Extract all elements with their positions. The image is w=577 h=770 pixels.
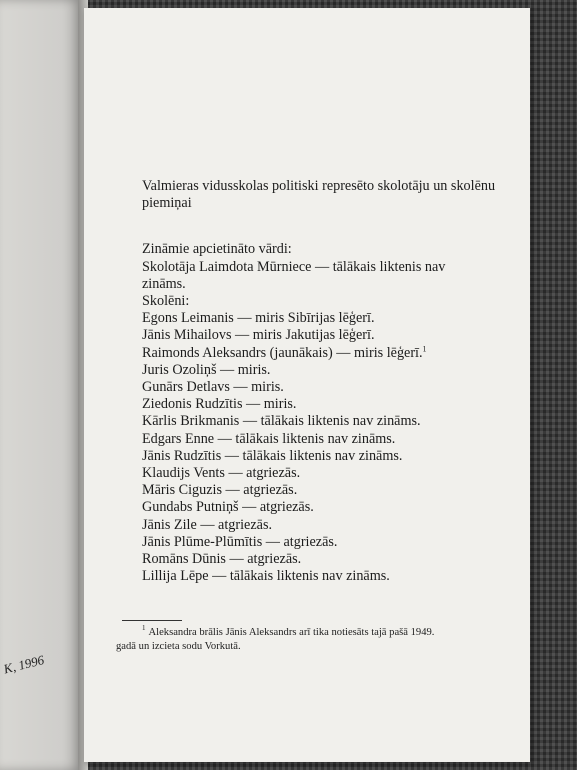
student-entry: Romāns Dūnis — atgriezās. bbox=[142, 551, 302, 568]
left-page-year-fragment: K, 1996 bbox=[2, 652, 46, 677]
footnote-divider bbox=[122, 620, 182, 621]
footnote-line-1: Aleksandra brālis Jānis Aleksandrs arī tika notiesāts tajā pašā 1949. bbox=[148, 627, 435, 638]
teacher-line: Skolotāja Laimdota Mūrniece — tālākais liktenis nav bbox=[142, 258, 446, 275]
known-names-label: Zināmie apcietināto vārdi: bbox=[142, 241, 292, 258]
student-entry: Jānis Plūme-Plūmītis — atgriezās. bbox=[142, 533, 338, 550]
student-entry: Jānis Mihailovs — miris Jakutijas lēģerī. bbox=[142, 327, 375, 344]
footnote-marker: 1 bbox=[422, 343, 427, 353]
student-entry: Edgars Enne — tālākais liktenis nav zināms. bbox=[142, 430, 396, 447]
student-entry: Egons Leimanis — miris Sibīrijas lēģerī. bbox=[142, 310, 375, 327]
footnote bbox=[116, 624, 502, 653]
student-entry bbox=[142, 345, 502, 362]
dedication-heading: Valmieras vidusskolas politiski represēto skolotāju un skolēnu piemiņai bbox=[142, 178, 496, 212]
students-label: Skolēni: bbox=[142, 293, 190, 310]
student-entry: Juris Ozoliņš — miris. bbox=[142, 361, 271, 378]
students-list bbox=[142, 310, 502, 585]
left-page bbox=[0, 0, 82, 770]
footnote-number: 1 bbox=[142, 624, 146, 633]
right-page bbox=[84, 8, 530, 762]
footnote-line-2: gadā un izcieta sodu Vorkutā. bbox=[116, 640, 241, 652]
student-entry: Gunārs Detlavs — miris. bbox=[142, 379, 284, 396]
student-entry: Jānis Zile — atgriezās. bbox=[142, 516, 273, 533]
student-entry: Klaudijs Vents — atgriezās. bbox=[142, 465, 301, 482]
student-entry: Māris Ciguzis — atgriezās. bbox=[142, 482, 298, 499]
student-entry: Ziedonis Rudzītis — miris. bbox=[142, 396, 297, 413]
student-entry: Gundabs Putniņš — atgriezās. bbox=[142, 499, 314, 516]
page-content bbox=[142, 178, 502, 585]
student-entry: Jānis Rudzītis — tālākais liktenis nav zināms. bbox=[142, 447, 403, 464]
student-entry-text: Raimonds Aleksandrs (jaunākais) — miris lēģerī. bbox=[142, 344, 423, 361]
teacher-line-cont: zināms. bbox=[142, 275, 186, 292]
student-entry: Kārlis Brikmanis — tālākais liktenis nav zināms. bbox=[142, 413, 421, 430]
student-entry: Lillija Lēpe — tālākais liktenis nav zināms. bbox=[142, 568, 390, 585]
